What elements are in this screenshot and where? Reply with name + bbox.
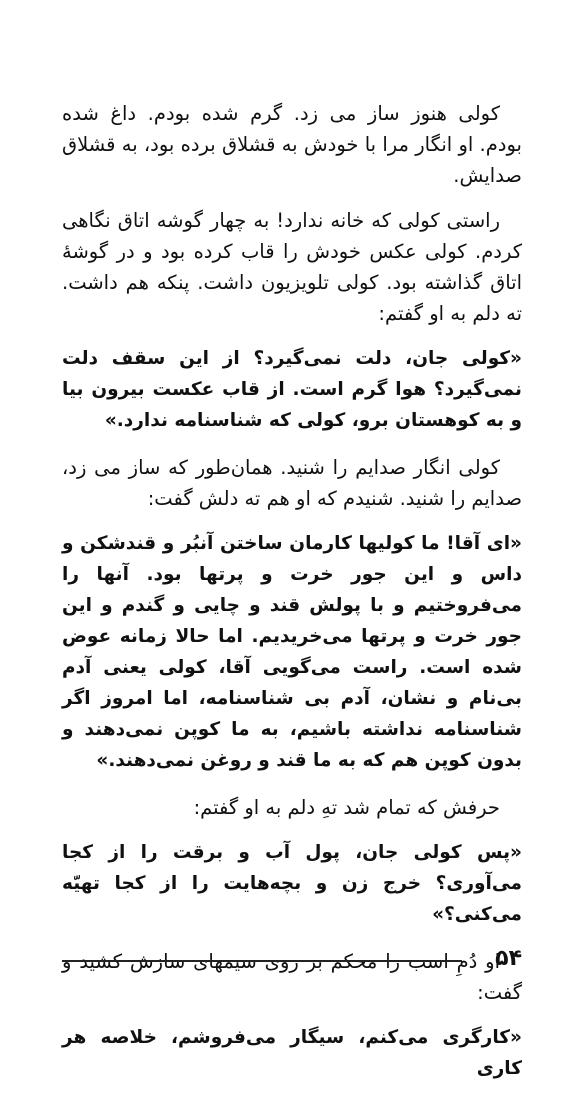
footer-rule [62, 960, 462, 962]
paragraph-3: کولی انگار صدایم را شنید. همان‌طور که ساز می زد، صدایم را شنید. شنیدم که او هم ته دلش گفت: [62, 456, 522, 510]
page-number: ۵۴ [495, 946, 522, 971]
quote-4: «کارگری می‌کنم، سیگار می‌فروشم، خلاصه هر کاری [62, 1027, 522, 1079]
paragraph-4: حرفش که تمام شد تهِ دلم به او گفتم: [193, 796, 500, 819]
quote-1: «کولی جان، دلت نمی‌گیرد؟ از این سقف دلت نمی‌گیرد؟ هوا گرم است. از قاب عکست بیرون بیا و به کوهستان برو، کولی که شناسنامه ندارد.» [62, 348, 522, 431]
paragraph-5: او دُمِ اسب را محکم بر روی سیمهای سازش کشید و گفت: [62, 950, 522, 1004]
paragraph-1: کولی هنوز ساز می زد. گرم شده بودم. داغ شده بودم. او انگار مرا با خودش به قشلاق برده بود، به قشلاق صدایش. [62, 102, 522, 187]
paragraph-2: راستی کولی که خانه ندارد! به چهار گوشه اتاق نگاهی کردم. کولی عکس خودش را قاب کرده بود و در گوشهٔ اتاق گذاشته بود. کولی تلویزیون داشت. پنکه هم داشت. ته دلم به او گفتم: [62, 209, 522, 325]
quote-2: «ای آقا! ما کولیها کارمان ساختن آنبُر و قندشکن و داس و این جور خرت و پرتها بود. آنها را می‌فروختیم و با پولش قند و چایی و گندم و این جور خرت و پرتها می‌خریدیم. اما حالا زمانه عوض شده است. راست می‌گویی آقا، کولی یعنی آدم بی‌نام و نشان، آدم بی شناسنامه، اما امروز اگر شناسنامه نداشته باشیم، به ما کوپن نمی‌دهند و بدون کوپن هم که به ما قند و روغن نمی‌دهند.» [62, 533, 522, 771]
quote-3: «پس کولی جان، پول آب و برقت را از کجا می‌آوری؟ خرج زن و بچه‌هایت را از کجا تهیّه می‌کنی؟» [62, 842, 522, 925]
page-body [62, 98, 522, 1100]
